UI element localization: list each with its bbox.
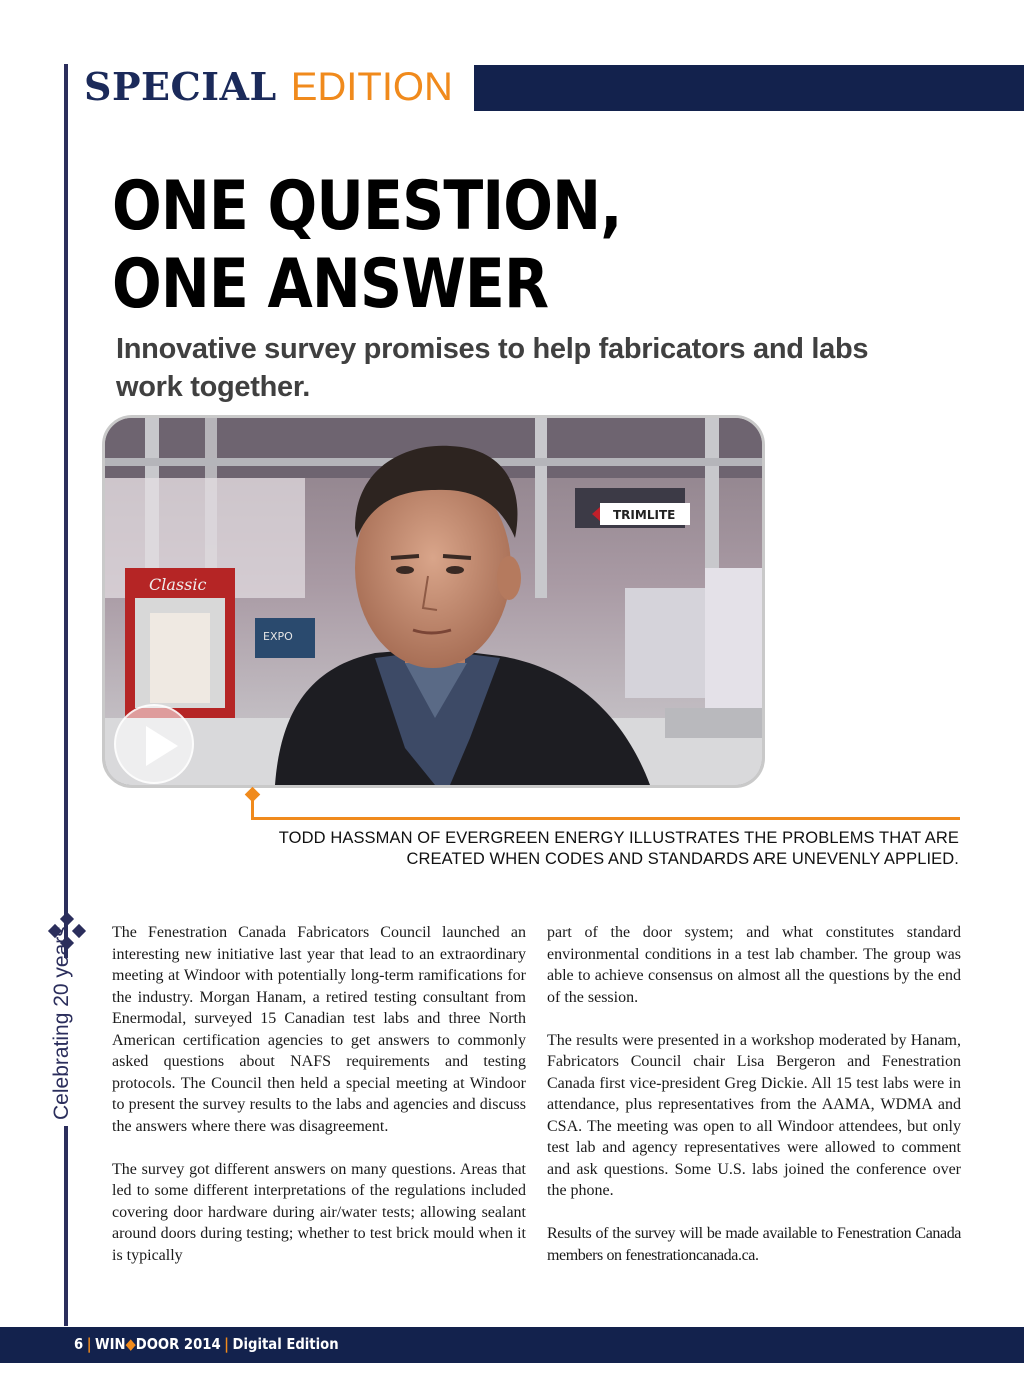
- footer-folio: [74, 1335, 339, 1353]
- article-column-1: [112, 922, 526, 1288]
- headline-line-1: ONE QUESTION,: [112, 167, 622, 246]
- paragraph: The Fenestration Canada Fabricators Council launched an interesting new initiative last year that lead to an extraordinary meeting at Windoor with potentially long-term ramifications for the industry. Morgan Hanam, a retired testing consultant from Enermodal, surveyed 15 Canadian test labs and three North American certification agencies to get answers to commonly asked questions about NAFS requirements and testing protocols. The Council then held a special meeting at Windoor to present the survey results to the labs and agencies and discuss the answers where there was disagreement.: [112, 924, 526, 1135]
- header-bar: [474, 65, 1024, 111]
- svg-text:Classic: Classic: [149, 575, 207, 594]
- headline-line-2: ONE ANSWER: [112, 245, 549, 324]
- article-column-2: [547, 922, 961, 1288]
- caption-diamond-icon: [245, 787, 261, 803]
- article-subhead: Innovative survey promises to help fabricators and labs work together.: [116, 333, 869, 403]
- play-icon[interactable]: [114, 704, 194, 784]
- footer-separator: |: [86, 1335, 92, 1353]
- banner-edition: EDITION: [290, 65, 453, 109]
- left-margin-rule: [64, 64, 68, 1326]
- article-headline: [112, 168, 731, 324]
- caption-line-2: CREATED WHEN CODES AND STANDARDS ARE UNEVENLY APPLIED.: [406, 850, 959, 868]
- page-number: 6: [74, 1335, 84, 1353]
- footer-edition: Digital Edition: [232, 1335, 339, 1353]
- photo-caption: [240, 828, 959, 870]
- sidebar-label: Celebrating 20 years: [50, 926, 73, 1120]
- svg-text:TRIMLITE: TRIMLITE: [613, 508, 676, 522]
- caption-line-1: TODD HASSMAN OF EVERGREEN ENERGY ILLUSTRATES THE PROBLEMS THAT ARE: [278, 829, 959, 847]
- paragraph: Results of the survey will be made available to Fenestration Canada members on fenestrationcanada.ca.: [547, 1225, 961, 1264]
- caption-leader-horizontal: [251, 817, 960, 820]
- section-banner: [84, 64, 453, 114]
- svg-text:EXPO: EXPO: [263, 630, 293, 643]
- video-player[interactable]: [102, 415, 765, 788]
- brand-diamond-icon: ◆: [125, 1335, 136, 1353]
- brand-win: WIN: [95, 1335, 126, 1353]
- banner-special: SPECIAL: [84, 64, 277, 109]
- paragraph: The results were presented in a workshop moderated by Hanam, Fabricators Council chair Lisa Bergeron and Fenestration Canada first vice-president Greg Dickie. All 15 test labs were in attendance, plus representatives from the AAMA, WDMA and CSA. The meeting was open to all Windoor attendees, but only test lab and agency representatives were allowed to comment and ask questions. Some U.S. labs joined the conference over the phone.: [547, 1031, 961, 1199]
- video-frame-image: [105, 418, 762, 785]
- paragraph: part of the door system; and what constitutes standard environmental conditions in a test lab chamber. The group was able to achieve consensus on almost all the questions by the end of the session.: [547, 924, 961, 1006]
- footer-year: 2014: [183, 1335, 221, 1353]
- brand-door: DOOR: [135, 1335, 180, 1353]
- footer-separator: |: [224, 1335, 230, 1353]
- paragraph: The survey got different answers on many questions. Areas that led to some different interpretations of the regulations included covering door hardware during air/water tests; allowing sealant around doors during testing; whether to test brick mould when it is typically: [112, 1160, 526, 1264]
